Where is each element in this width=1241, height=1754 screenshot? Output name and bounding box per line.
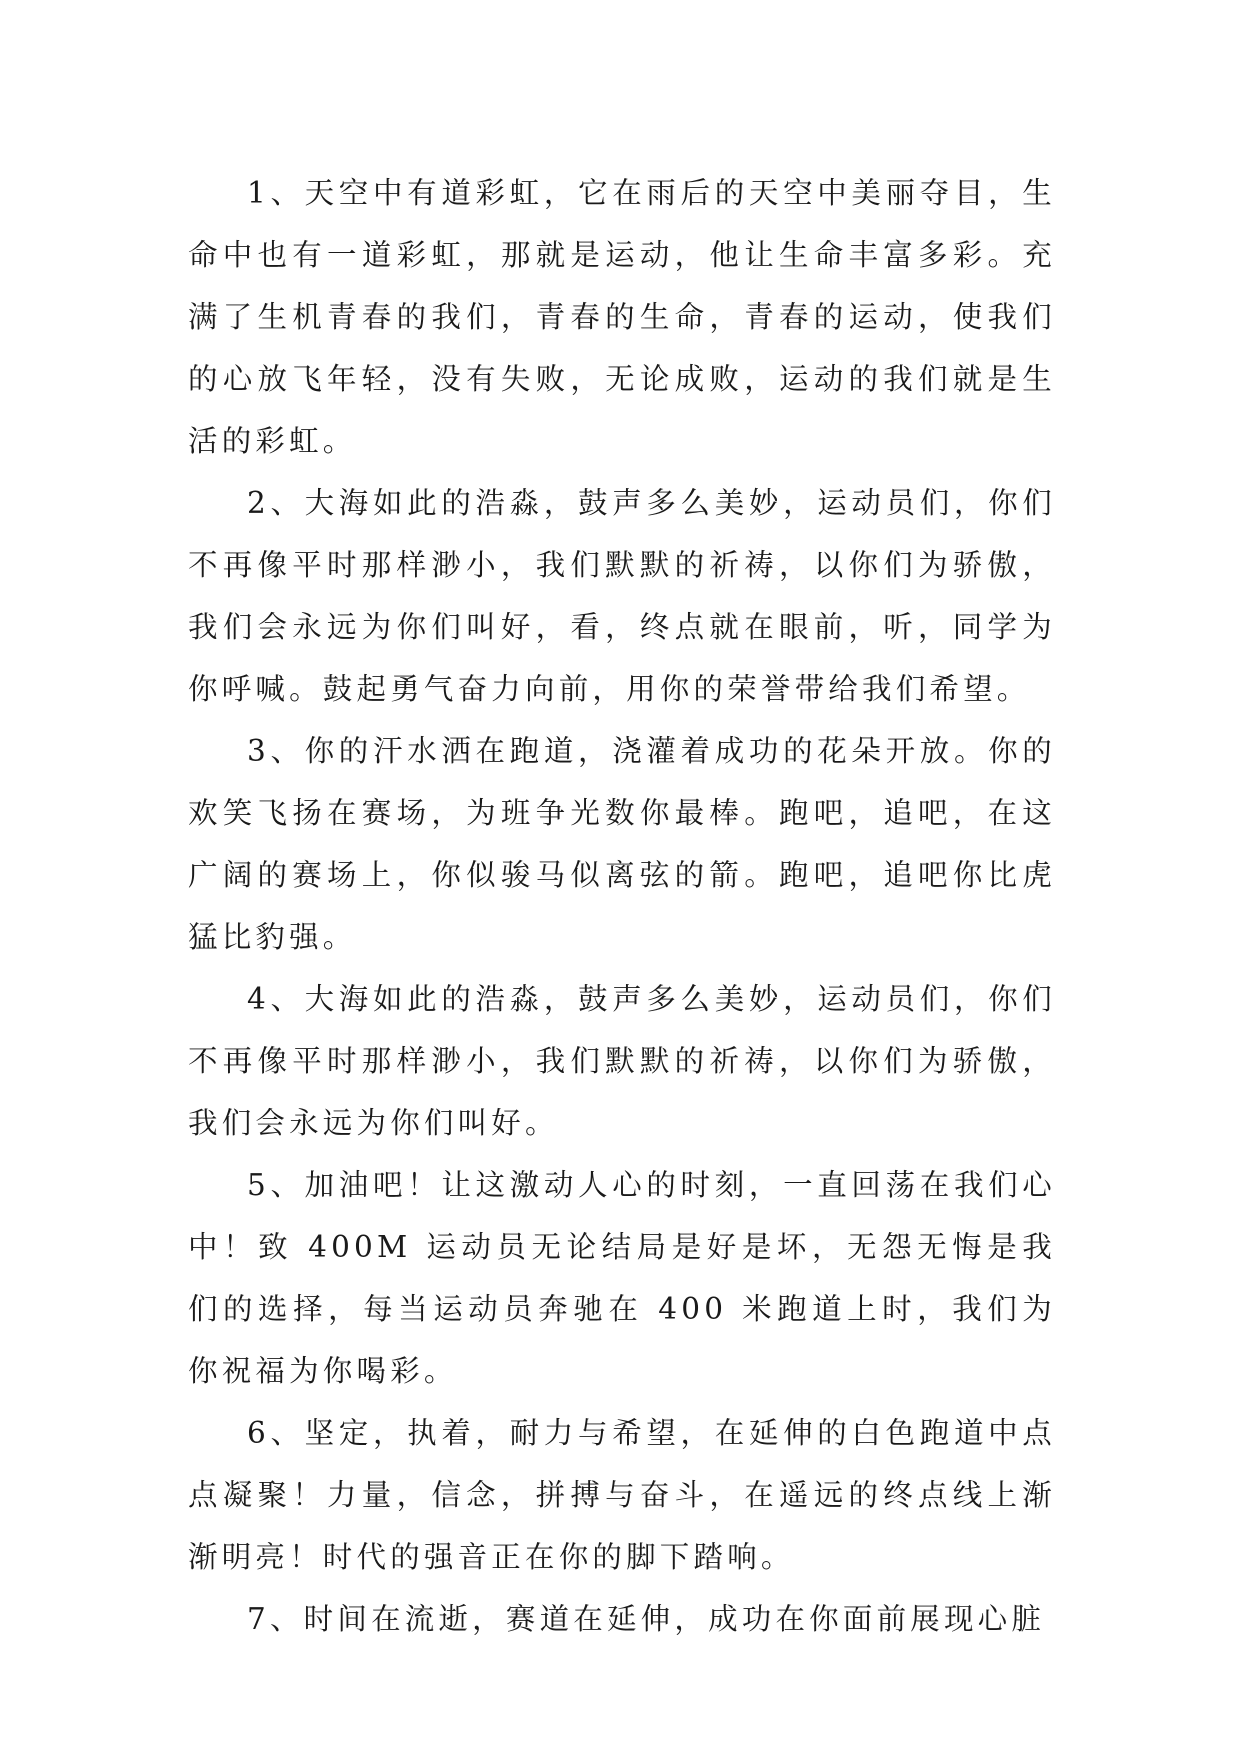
paragraph-7: 7、时间在流逝，赛道在延伸，成功在你面前展现心脏: [247, 1602, 1046, 1636]
paragraph-4: 4、大海如此的浩淼，鼓声多么美妙，运动员们，你们不再像平时那样渺小，我们默默的祈祷，以你们为骄傲，我们会永远为你们叫好。: [188, 982, 1056, 1140]
paragraph-2: 2、大海如此的浩淼，鼓声多么美妙，运动员们，你们不再像平时那样渺小，我们默默的祈祷，以你们为骄傲，我们会永远为你们叫好，看，终点就在眼前，听，同学为你呼喊。鼓起勇气奋力向前，用你的荣誉带给我们希望。: [188, 486, 1056, 706]
paragraph-3: 3、你的汗水洒在跑道，浇灌着成功的花朵开放。你的欢笑飞扬在赛场，为班争光数你最棒。跑吧，追吧，在这广阔的赛场上，你似骏马似离弦的箭。跑吧，追吧你比虎猛比豹强。: [188, 734, 1056, 954]
paragraph-1: 1、天空中有道彩虹，它在雨后的天空中美丽夺目，生命中也有一道彩虹，那就是运动，他让生命丰富多彩。充满了生机青春的我们，青春的生命，青春的运动，使我们的心放飞年轻，没有失败，无论成败，运动的我们就是生活的彩虹。: [188, 176, 1056, 458]
document-body: [188, 162, 1056, 1650]
paragraph-6: 6、坚定，执着，耐力与希望，在延伸的白色跑道中点点凝聚！力量，信念，拼搏与奋斗，在遥远的终点线上渐渐明亮！时代的强音正在你的脚下踏响。: [188, 1416, 1056, 1574]
paragraph-5: 5、加油吧！让这激动人心的时刻，一直回荡在我们心中！致 400M 运动员无论结局是好是坏，无怨无悔是我们的选择，每当运动员奔驰在 400 米跑道上时，我们为你祝福为你喝彩。: [188, 1168, 1056, 1388]
